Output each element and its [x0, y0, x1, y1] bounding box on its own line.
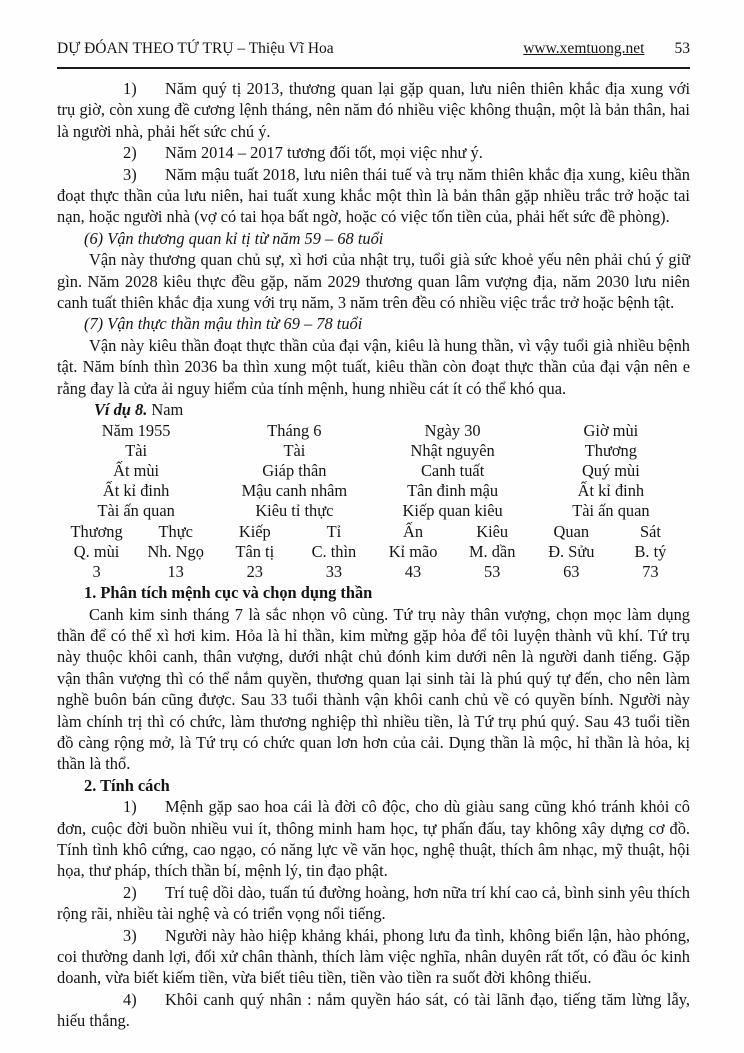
- analysis-heading: 1. Phân tích mệnh cục và chọn dụng thần: [84, 583, 373, 603]
- item-number: 1): [123, 797, 137, 817]
- table-cell: 63: [563, 561, 580, 581]
- table-cell: Ất kỉ đinh: [577, 481, 645, 501]
- table-cell: Tài: [125, 440, 148, 460]
- analysis-paragraph: Canh kim sinh tháng 7 là sắc nhọn vô cùng. Tứ trụ này thân vượng, chọn mọc làm dụng thần để có thể xì hơi kim. Hỏa là hỉ thần, kim mừng gặp hỏa để tôi luyện thành vũ khí. Tứ trụ này thuộc khôi canh, thân vượng, dưới nhật chủ đónh kim dưới nên là người danh tiếng. Gặp vận thân vượng thì có thể nắm quyền, thương quan lại sinh tài là phú quý tự đến, cho nên làm nghề buôn bán cũng được. Sau 33 tuổi thành vận khôi canh chủ về có quyền bính. Người này làm chính trị thì có chức, làm thương nghiệp thì nhiều tiền, là Tứ trụ phú quý. Sau 43 tuổi tiền đồ càng rộng mở, là Tứ trụ có chức quan lơn hơn của cải. Dụng thần là mộc, hỉ thần là hỏa, kị thần là thổ.: [57, 604, 690, 774]
- table-cell: Mậu canh nhâm: [241, 481, 348, 501]
- year-item-2: [57, 142, 690, 163]
- luck-paragraph-6: Vận này thương quan chủ sự, xì hơi của nhật trụ, tuổi già sức khoẻ yếu nên phải chú ý giữ gìn. Năm 2028 kiêu thực đều gặp, năm 2029 thương quan lâm vượng địa, năm 2030 lưu niên canh tuất thiên khắc địa xung với trụ năm, 3 năm trên đều có nhiều việc trắc trở hoặc bệnh tật.: [57, 250, 690, 313]
- table-row: [57, 481, 690, 501]
- table-row: [57, 441, 690, 461]
- table-cell: Giáp thân: [262, 460, 327, 480]
- item-text: Năm mậu tuất 2018, lưu niên thái tuế và trụ năm thiên khắc địa xung, kiêu thần đoạt thực thần của lưu niên, hai tuất xung khắc một thìn là bản thân gặp nhiều trắc trở hoặc tai nạn, hoặc người nhà (vợ có tai họa bất ngờ, hoặc có việc tốn tiền của, phải hết sức đề phòng).: [57, 164, 690, 227]
- table-cell: B. tý: [634, 541, 667, 561]
- table-row: [57, 501, 690, 521]
- table-cell: Kiếp: [238, 521, 271, 541]
- item-number: 2): [123, 882, 137, 902]
- table-row: [57, 522, 690, 542]
- table-row: [57, 461, 690, 481]
- table-cell: Ấn: [403, 521, 424, 541]
- item-text: Người này hào hiệp khảng khái, phong lưu đa tình, không biển lận, hào phóng, coi thường danh lợi, đối xử chân thành, thích làm việc nghĩa, nhân duyên rất tốt, có đầu óc kinh doanh, vừa biết kiếm tiền, vừa biết tiêu tiền, tiền vào tiền ra suốt đời không thiếu.: [57, 925, 690, 988]
- table-cell: Nhật nguyên: [410, 440, 495, 460]
- example-line: [57, 399, 690, 420]
- table-cell: Quý mùi: [581, 460, 640, 480]
- example-label: Ví dụ 8.: [94, 400, 148, 420]
- item-text: Khôi canh quý nhân : nắm quyền háo sát, có tài lãnh đạo, tiếng tăm lừng lẫy, hiếu thắng.: [57, 989, 690, 1031]
- table-row: [57, 562, 690, 582]
- website-link[interactable]: www.xemtuong.net: [523, 40, 645, 57]
- table-cell: 33: [325, 561, 343, 581]
- table-cell: Kiêu: [476, 521, 509, 541]
- table-cell: Đ. Sửu: [548, 541, 595, 561]
- luck-heading-6: (6) Vận thương quan kỉ tị từ năm 59 – 68 tuổi: [84, 228, 384, 248]
- item-text: Năm 2014 – 2017 tương đối tốt, mọi việc như ý.: [165, 143, 483, 163]
- table-cell: Tài ấn quan: [97, 501, 175, 521]
- item-text: Trí tuệ dồi dào, tuấn tú đường hoàng, hơn nữa trí khí cao cả, bình sinh yêu thích rộng rãi, nhiều tài nghệ và có triển vọng nổi tiếng.: [57, 882, 690, 924]
- table-cell: Tỉ: [326, 521, 342, 541]
- table-cell: Ngày 30: [424, 420, 481, 440]
- table-cell: Ất mùi: [113, 460, 160, 480]
- table-cell: Giờ mùi: [583, 420, 639, 440]
- table-cell: Kỉ mão: [388, 541, 438, 561]
- table-cell: Sát: [639, 521, 661, 541]
- personality-item-4: [57, 989, 690, 1032]
- page-header: [57, 40, 690, 69]
- item-number: 1): [123, 79, 137, 98]
- page-content: [57, 78, 690, 1032]
- table-cell: 3: [92, 561, 101, 581]
- table-cell: C. thìn: [311, 541, 357, 561]
- personality-item-3: [57, 925, 690, 989]
- table-row: [57, 421, 690, 441]
- table-cell: Năm 1955: [101, 420, 171, 440]
- luck-paragraph-7: Vận này kiêu thần đoạt thực thần của đại vận, kiêu là hung thần, vì vậy tuổi già nhiều bệnh tật. Năm bính thìn 2036 ba thìn xung một tuất, kiêu thần còn đoạt thực thần của đại vận nên e rằng đay là cửa ải nguy hiểm của tính mệnh, hung nhiều cát ít có thể khó qua.: [57, 335, 690, 398]
- table-cell: Tài: [283, 440, 306, 460]
- table-cell: Thương: [70, 521, 123, 541]
- personality-item-2: [57, 882, 690, 925]
- item-text: Mệnh gặp sao hoa cái là đời cô độc, cho dù giàu sang cũng khó tránh khỏi cô đơn, cuộc đời buồn nhiều vui ít, thông minh ham học, tự phấn đấu, tay không xây dựng cơ đồ. Tính tình khô cứng, cao ngạo, có năng lực về văn học, nghệ thuật, thích âm nhạc, mỹ thuật, hội họa, thư pháp, thích thần bí, mệnh lý, tin đạo phật.: [57, 797, 690, 881]
- luck-heading-7: (7) Vận thực thần mậu thìn từ 69 – 78 tuổi: [84, 314, 363, 334]
- header-right: [523, 40, 690, 58]
- table-cell: Tháng 6: [267, 420, 322, 440]
- item-number: 4): [123, 989, 137, 1009]
- table-cell: 73: [642, 561, 659, 581]
- table-cell: 43: [404, 561, 422, 581]
- table-row: [57, 542, 690, 562]
- item-text: Năm quý tị 2013, thương quan lại gặp quan, lưu niên thiên khắc địa xung với trụ giờ, còn xung đề cương lệnh tháng, nên năm đó nhiều việc không thuận, một là bản thân, hai là người nhà, phải hết sức chú ý.: [57, 79, 690, 141]
- page-number: 53: [674, 40, 690, 57]
- personality-item-1: [57, 796, 690, 882]
- table-cell: Canh tuất: [420, 460, 485, 480]
- year-item-3: [57, 164, 690, 228]
- year-item-1: [57, 78, 690, 142]
- four-pillars-table: [57, 421, 690, 583]
- table-cell: Q. mùi: [73, 541, 120, 561]
- item-number: 3): [123, 164, 137, 184]
- table-cell: Tân đinh mậu: [407, 481, 499, 501]
- table-cell: Thương: [584, 440, 637, 460]
- table-cell: Quan: [553, 521, 590, 541]
- table-cell: 13: [167, 561, 184, 581]
- table-cell: Tài ấn quan: [572, 501, 650, 521]
- table-cell: 23: [246, 561, 263, 581]
- example-gender: Nam: [151, 400, 184, 420]
- table-cell: Tân tị: [235, 541, 275, 561]
- book-title: DỰ ĐÓAN THEO TỨ TRỤ – Thiệu Vĩ Hoa: [57, 40, 334, 57]
- table-cell: Ất kỉ đinh: [102, 481, 170, 501]
- table-cell: M. dần: [468, 541, 516, 561]
- table-cell: 53: [483, 561, 501, 581]
- table-cell: Kiêu tỉ thực: [255, 501, 334, 521]
- item-number: 3): [123, 925, 137, 945]
- personality-heading: 2. Tính cách: [84, 775, 170, 795]
- item-number: 2): [123, 143, 137, 163]
- table-cell: Kiếp quan kiêu: [402, 501, 503, 521]
- table-cell: Nh. Ngọ: [147, 541, 204, 561]
- table-cell: Thực: [158, 521, 193, 541]
